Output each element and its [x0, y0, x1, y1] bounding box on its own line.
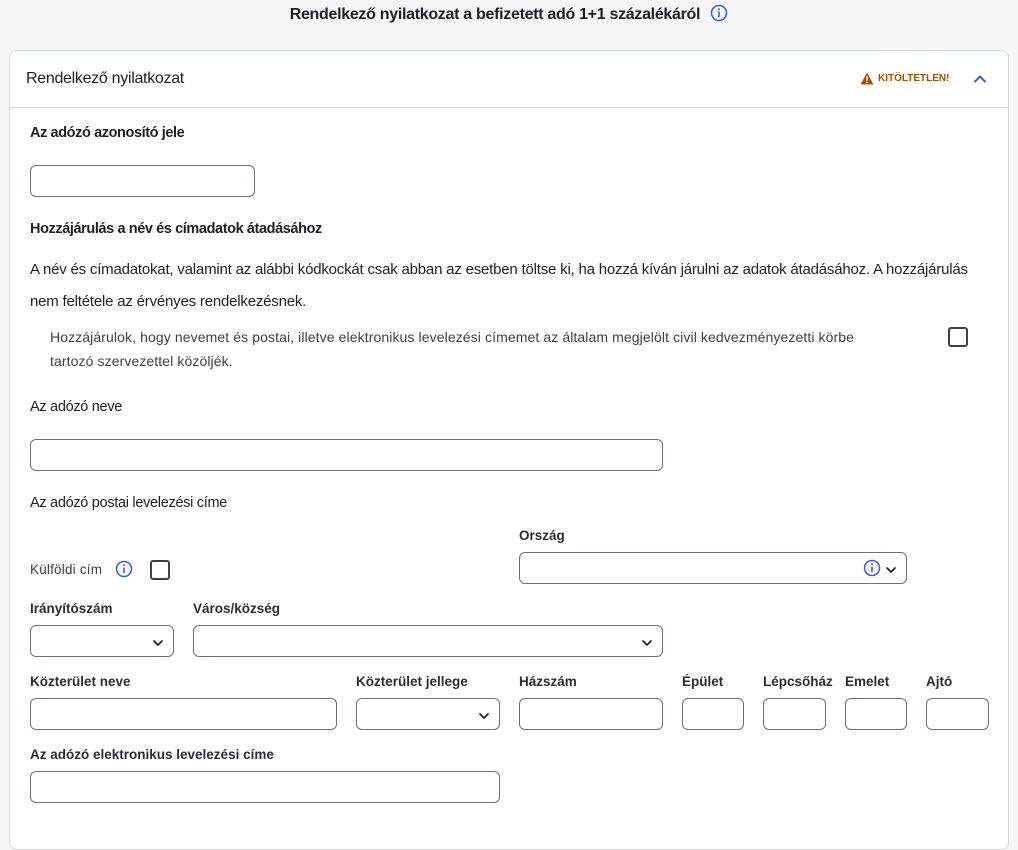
chevron-down-icon [152, 636, 164, 654]
consent-paragraph-line1: A név és címadatokat, valamint az alábbi kódkockát csak abban az esetben töltse ki, ha hozzá kíván járulni az adatok átadásához. A hozzájárulás [30, 261, 968, 278]
building-label: Épület [682, 674, 724, 689]
chevron-down-icon [885, 563, 897, 581]
city-select[interactable] [193, 625, 663, 657]
postal-heading: Az adózó postai levelezési címe [30, 495, 228, 511]
country-select[interactable] [519, 552, 907, 584]
chevron-down-icon [478, 709, 490, 727]
warning-icon [860, 72, 874, 85]
building-input[interactable] [682, 698, 744, 730]
name-label: Az adózó neve [30, 399, 123, 415]
street-input[interactable] [30, 698, 337, 730]
consent-heading: Hozzájárulás a név és címadatok átadásához [30, 221, 322, 237]
consent-checkbox-line1: Hozzájárulok, hogy nevemet és postai, illetve elektronikus levelezési címemet az általam megjelölt civil kedvezményezetti körbe [50, 329, 855, 345]
stair-input[interactable] [763, 698, 826, 730]
consent-paragraph [30, 254, 1000, 318]
info-icon[interactable] [863, 559, 881, 582]
name-input[interactable] [30, 439, 663, 471]
house-number-input[interactable] [519, 698, 663, 730]
street-label: Közterület neve [30, 674, 131, 689]
email-input[interactable] [30, 771, 500, 803]
zip-select[interactable] [30, 625, 174, 657]
foreign-address-label: Külföldi cím [30, 562, 103, 577]
section-title: Rendelkező nyilatkozat [26, 70, 184, 87]
chevron-down-icon [641, 636, 653, 654]
consent-paragraph-line2: nem feltétele az érvényes rendelkezésnek. [30, 293, 307, 310]
zip-label: Irányítószám [30, 601, 113, 616]
taxpayer-id-label: Az adózó azonosító jele [30, 125, 185, 141]
street-type-label: Közterület jellege [356, 674, 468, 689]
house-number-label: Házszám [519, 674, 577, 689]
floor-input[interactable] [845, 698, 907, 730]
status-badge-text: KITÖLTETLEN! [878, 73, 950, 84]
door-input[interactable] [926, 698, 989, 730]
page-title-text: Rendelkező nyilatkozat a befizetett adó 1+1 százalékáról [289, 6, 701, 23]
taxpayer-id-input[interactable] [30, 165, 255, 197]
consent-checkbox-line2: tartozó szervezettel közöljék. [50, 353, 233, 369]
info-icon[interactable] [115, 560, 133, 583]
page-title [0, 4, 1018, 27]
info-icon[interactable] [710, 4, 728, 27]
foreign-address-checkbox[interactable] [150, 560, 170, 580]
floor-label: Emelet [845, 674, 890, 689]
declaration-card [9, 50, 1009, 850]
status-badge [860, 72, 949, 85]
country-label: Ország [519, 528, 565, 543]
street-type-select[interactable] [356, 698, 500, 730]
door-label: Ajtó [926, 674, 953, 689]
email-label: Az adózó elektronikus levelezési címe [30, 747, 274, 762]
stair-label: Lépcsőház [763, 674, 833, 689]
consent-checkbox-text [50, 325, 920, 373]
consent-checkbox[interactable] [948, 327, 968, 347]
city-label: Város/község [193, 601, 281, 616]
section-header[interactable] [10, 51, 1008, 108]
chevron-up-icon[interactable] [972, 71, 988, 92]
